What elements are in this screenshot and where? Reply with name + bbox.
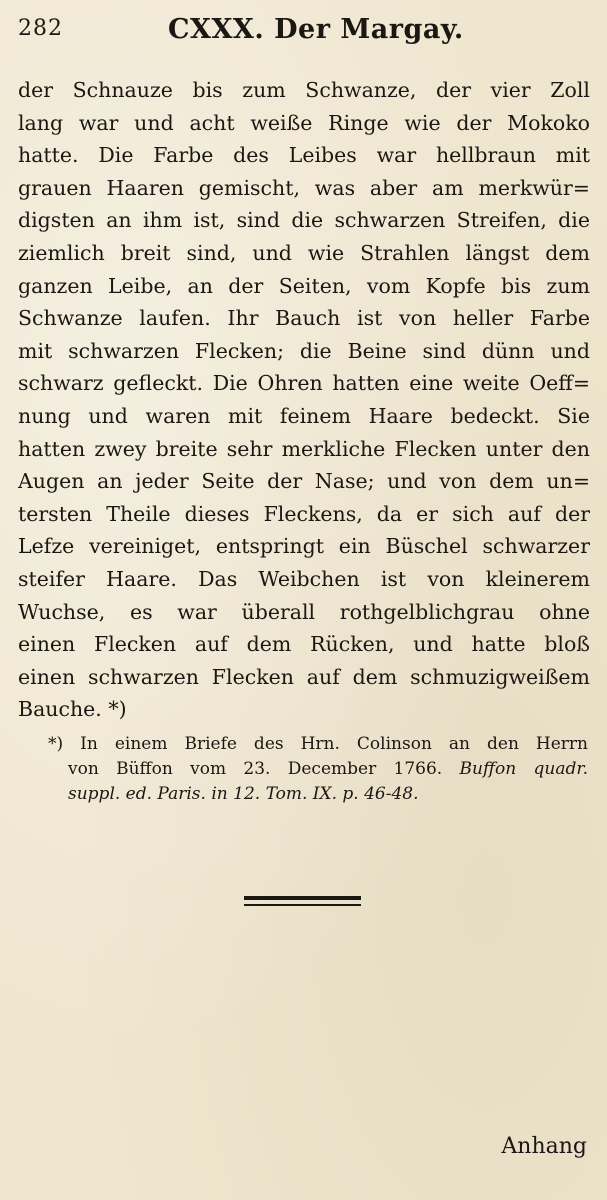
footnote-citation: Buffon quadr. (459, 759, 588, 779)
divider-thin-line (244, 904, 361, 906)
text-line: hatte. Die Farbe des Leibes war hellbraun mit (18, 143, 590, 168)
text-line: grauen Haaren gemischt, was aber am merkwür= (18, 175, 590, 200)
footnote-reference: von Büffon vom 23. December 1766. (68, 759, 443, 779)
text-line: Schwanze laufen. Ihr Bauch ist von heller Farbe (18, 306, 590, 331)
text-line: Augen an jeder Seite der Nase; und von dem un= (18, 469, 590, 494)
text-line: digsten an ihm ist, sind die schwarzen Streifen, die (18, 208, 590, 233)
text-line: lang war und acht weiße Ringe wie der Mokoko (18, 110, 590, 135)
footnote-line: *) In einem Briefe des Hrn. Colinson an den Herrn (48, 734, 588, 754)
text-line: ganzen Leibe, an der Seiten, vom Kopfe bis zum (18, 273, 590, 298)
text-line: der Schnauze bis zum Schwanze, der vier Zoll (18, 78, 590, 102)
footnote-line: suppl. ed. Paris. in 12. Tom. IX. p. 46-48. (68, 784, 419, 804)
footnote (48, 732, 588, 807)
text-line: steifer Haare. Das Weibchen ist von kleinerem (18, 566, 590, 591)
text-line: Bauche. *) (18, 697, 127, 722)
text-line: nung und waren mit feinem Haare bedeckt. Sie (18, 403, 590, 428)
text-line: tersten Theile dieses Fleckens, da er sich auf der (18, 501, 590, 526)
text-line: hatten zwey breite sehr merkliche Flecken unter den (18, 436, 590, 461)
body-text (18, 74, 590, 726)
text-line: einen schwarzen Flecken auf dem schmuzigweißem (18, 664, 590, 689)
text-line: Wuchse, es war überall rothgelblichgrau ohne (18, 599, 590, 624)
running-head: CXXX. Der Margay. (168, 14, 464, 45)
section-divider (244, 896, 361, 906)
catchword: Anhang (501, 1134, 587, 1159)
text-line: Lefze vereiniget, entspringt ein Büschel schwarzer (18, 534, 590, 559)
footnote-line (48, 757, 588, 782)
text-line: einen Flecken auf dem Rücken, und hatte bloß (18, 632, 590, 657)
divider-thick-line (244, 896, 361, 900)
page-header (18, 14, 587, 54)
page-number: 282 (18, 16, 63, 41)
text-line: schwarz gefleckt. Die Ohren hatten eine weite Oeff= (18, 371, 590, 396)
text-line: mit schwarzen Flecken; die Beine sind dünn und (18, 338, 590, 363)
text-line: ziemlich breit sind, und wie Strahlen längst dem (18, 240, 590, 265)
